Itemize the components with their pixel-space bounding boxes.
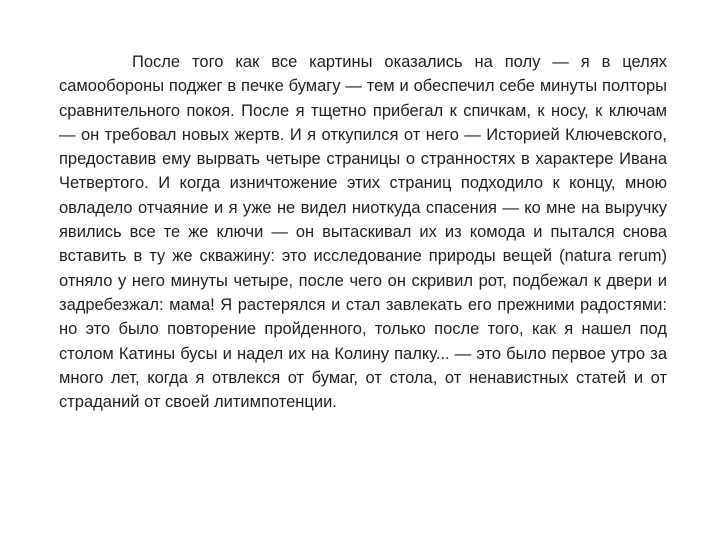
body-paragraph: После того как все картины оказались на полу — я в целях самообороны поджег в печке бумагу — тем и обеспечил себе минуты полторы сравнительного покоя. После я тщетно прибегал к спичкам, к носу, к ключам — он требовал новых жертв. И я откупился от него — Историей Ключевского, предоставив ему вырвать четыре страницы о странностях в характере Ивана Четвертого. И когда изничтожение этих страниц подходило к концу, мною овладело отчаяние и я уже не видел ниоткуда спасения — ко мне на выручку явились все те же ключи — он вытаскивал их из комода и пытался снова вставить в ту же скважину: это исследование природы вещей (natura rerum) отняло у него минуты четыре, после чего он скривил рот, подбежал к двери и задребезжал: мама! Я растерялся и стал завлекать его прежними радостями: но это было повторение пройденного, только после того, как я нашел под столом Катины бусы и надел их на Колину палку... — это было первое утро за много лет, когда я отвлекся от бумаг, от стола, от ненавистных статей и от страданий от своей литимпотенции. [59,53,667,412]
document-page [59,50,667,414]
